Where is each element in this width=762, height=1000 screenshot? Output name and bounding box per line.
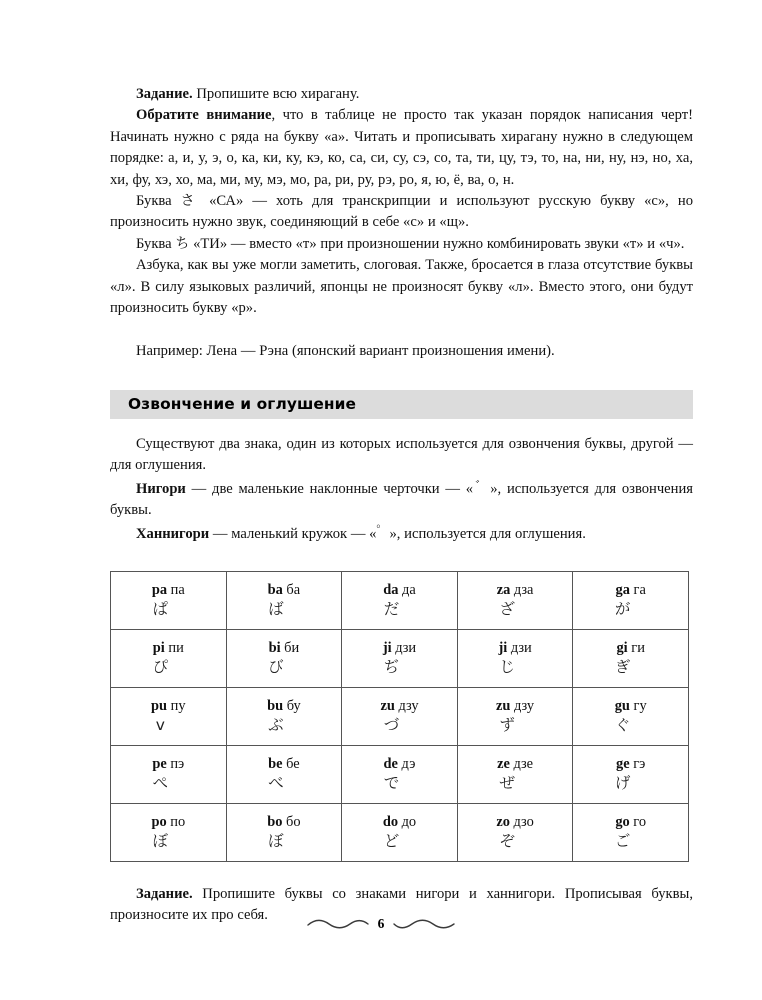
paragraph-two-signs: Существуют два знака, один из которых используется для озвончения буквы, другой — для оглушения. [110,435,693,474]
cell-romanization [111,756,226,773]
dakuten-mark-icon: ゛ [473,479,491,495]
paragraph-alphabet-note: Азбука, как вы уже могли заметить, слоговая. Также, бросается в глаза отсутствие буквы «л». В силу языковых различий, японцы не произносят букву «л». Вместо этого, они будут произносить букву «р». [110,257,693,317]
cell-latin: ze [497,755,510,772]
cell-romanization [111,814,226,831]
paragraph-spacer [110,319,693,341]
cell-latin: za [496,581,511,598]
cell-romanization [342,756,457,773]
paragraph-text: Пропишите буквы со знаками нигори и ханнигори. Прописывая буквы, произносите их про себя. [110,885,693,924]
paragraph-lead: Задание. [136,885,193,902]
cell-latin: ge [616,755,630,772]
cell-latin: ji [498,639,508,656]
cell-romanization [458,814,573,831]
cell-kana-glyph: づ [383,715,400,734]
page-number: 6 [377,916,385,931]
kana-cell [226,803,342,861]
paragraph-tail: », используется для оглушения. [389,525,586,542]
cell-cyrillic: да [398,581,416,598]
cell-latin: bi [268,639,281,656]
cell-latin: go [615,813,630,830]
cell-latin: gu [614,697,630,714]
paragraph-attention [110,105,693,191]
cell-latin: zu [380,697,395,714]
cell-kana-glyph: ぺ [152,773,169,792]
cell-latin: po [151,813,167,830]
cell-cyrillic: дзе [509,755,534,772]
paragraph-lead: Обратите внимание [136,107,272,124]
cell-romanization [111,640,226,657]
cell-latin: zo [496,813,510,830]
cell-latin: de [383,755,398,772]
cell-romanization [111,582,226,599]
cell-latin: ga [615,581,630,598]
cell-romanization [458,756,573,773]
paragraph-letter-ti [110,234,693,255]
paragraph-text: «ТИ» — вместо «т» при произношении нужно комбинировать звуки «т» и «ч». [189,235,685,252]
cell-cyrillic: гу [629,697,647,714]
cell-kana-glyph: ず [499,715,515,734]
paragraph-mid: — две маленькие наклонные черточки — « [185,480,474,497]
table-row [111,687,689,745]
cell-cyrillic: по [166,813,186,830]
kana-cell [573,745,689,803]
cell-romanization [342,640,457,657]
cell-romanization [227,582,342,599]
section-spacer [110,419,693,434]
cell-kana-glyph: で [383,773,400,792]
cell-cyrillic: бе [282,755,300,772]
cell-cyrillic: гэ [629,755,646,772]
paragraph-example: Например: Лена — Рэна (японский вариант произношения имени). [136,343,555,360]
cell-cyrillic: ги [627,639,645,656]
cell-romanization [573,582,688,599]
cell-kana-glyph: ぜ [499,773,515,792]
cell-kana-glyph: ぎ [614,657,631,676]
table-spacer [110,862,693,884]
cell-kana-glyph: ぞ [499,831,515,850]
cell-kana-glyph: ぐ [614,715,631,734]
kana-cell [457,803,573,861]
kana-cell [457,687,573,745]
paragraph-task-1 [110,84,693,105]
cell-kana-glyph: ば [268,599,284,618]
cell-kana-glyph: ぴ [152,657,169,676]
cell-romanization [227,640,342,657]
cell-kana-glyph: ぼ [268,831,284,850]
cell-kana-glyph: ぱ [152,599,169,618]
squiggle-left-icon [307,918,369,930]
kana-cell [342,745,458,803]
cell-cyrillic: бу [283,697,301,714]
cell-romanization [342,698,457,715]
cell-cyrillic: пу [167,697,186,714]
table-row [111,629,689,687]
cell-cyrillic: дзу [394,697,419,714]
cell-kana-glyph: ど [383,831,400,850]
kana-cell [342,687,458,745]
cell-romanization [573,698,688,715]
term-nigori: Нигори [136,480,186,497]
handakuten-mark-icon: ゜ [376,524,390,540]
cell-kana-glyph: ぶ [268,715,284,734]
kana-cell [111,571,227,629]
cell-cyrillic: пи [164,639,184,656]
cell-cyrillic: би [280,639,300,656]
section-heading-band [110,390,693,419]
paragraph-nigori [110,477,693,522]
table-row [111,803,689,861]
squiggle-right-icon [393,918,455,930]
kana-cell [342,803,458,861]
kana-glyph-sa: さ [180,193,201,210]
kana-cell [457,629,573,687]
cell-kana-glyph: ざ [499,599,515,618]
paragraph-text: «СА» — хоть для транскрипции и используют русскую букву «с», но произносить нужно звук, соединяющий в себе «с» и «щ». [110,193,694,231]
paragraph-hannigori [110,522,693,545]
cell-romanization [227,698,342,715]
kana-table-body [111,571,689,861]
cell-latin: pa [151,581,168,598]
cell-cyrillic: дзу [510,697,535,714]
kana-cell [111,629,227,687]
cell-cyrillic: пэ [166,755,185,772]
paragraph-tail: », используется для озвончения буквы. [110,480,693,519]
cell-cyrillic: дза [510,581,534,598]
kana-cell [573,803,689,861]
cell-romanization [458,640,573,657]
cell-romanization [573,814,688,831]
cell-cyrillic: дзи [507,639,532,656]
cell-kana-glyph: だ [383,599,400,618]
cell-latin: gi [616,639,628,656]
cell-cyrillic: до [398,813,417,830]
table-row [111,571,689,629]
cell-kana-glyph: べ [268,773,284,792]
paragraph-text: Пропишите всю хирагану. [192,86,360,102]
cell-cyrillic: па [167,581,185,598]
kana-cell [111,687,227,745]
cell-cyrillic: дэ [397,755,416,772]
cell-kana-glyph: げ [614,773,631,792]
kana-cell [573,571,689,629]
cell-kana-glyph: ご [614,831,631,850]
cell-cyrillic: га [629,581,646,598]
cell-romanization [573,640,688,657]
kana-cell [226,745,342,803]
cell-cyrillic: дзо [509,813,534,830]
cell-kana-glyph: じ [499,657,515,676]
cell-latin: pi [152,639,165,656]
paragraph-text: , что в таблице не просто так указан порядок написания черт! Начинать нужно с ряда на букву «а». Читать и прописывать хирагану нужно в следующем порядке: а, и, у, э, о, ка, ки, ку, кэ, ко, са, си, су, сэ, со, та, ти, цу, тэ, то, на, ни, ну, нэ, но, ха, хи, фу, хэ, хо, ма, ми, му, мэ, мо, ра, ри, ру, рэ, ро, я, ю, ё, ва, о, н. [110,107,693,188]
paragraph-mid: — маленький кружок — « [209,525,377,542]
paragraph-prefix: Буква [136,235,176,252]
cell-romanization [227,814,342,831]
cell-latin: da [383,581,399,598]
cell-kana-glyph: び [268,657,284,676]
cell-latin: zu [496,697,511,714]
cell-latin: pu [151,697,168,714]
page-footer [0,916,762,932]
section-title: Озвончение и оглушение [128,395,357,414]
cell-latin: pe [152,755,167,772]
kana-cell [573,629,689,687]
cell-latin: do [382,813,399,830]
kana-cell [342,629,458,687]
page-content [110,84,693,927]
paragraph-letter-sa [110,191,693,234]
paragraph-lead: Задание. [136,86,193,102]
kana-cell [111,803,227,861]
kana-glyph-ti: ち [175,235,190,252]
cell-latin: be [268,755,283,772]
cell-romanization [227,756,342,773]
cell-latin: ba [267,581,283,598]
kana-cell [573,687,689,745]
cell-cyrillic: дзи [391,639,417,656]
cell-kana-glyph: ぢ [383,657,400,676]
term-hannigori: Ханнигори [136,525,210,542]
cell-latin: bu [267,697,284,714]
cell-kana-glyph: が [614,599,631,618]
cell-romanization [111,698,226,715]
cell-cyrillic: ба [282,581,301,598]
kana-cell [457,745,573,803]
paragraph-prefix: Буква [136,193,181,210]
kana-cell [342,571,458,629]
cell-cyrillic: го [629,813,647,830]
kana-cell [111,745,227,803]
cell-romanization [458,582,573,599]
cell-cyrillic: бо [282,813,301,830]
cell-latin: ji [382,639,392,656]
kana-table [110,571,689,862]
cell-romanization [342,582,457,599]
table-row [111,745,689,803]
cell-romanization [573,756,688,773]
kana-cell [226,571,342,629]
cell-latin: bo [267,813,283,830]
cell-romanization [458,698,573,715]
cell-romanization [342,814,457,831]
kana-cell [457,571,573,629]
cell-kana-glyph: v [155,715,165,734]
kana-cell [226,687,342,745]
kana-cell [226,629,342,687]
cell-kana-glyph: ぼ [152,831,169,850]
